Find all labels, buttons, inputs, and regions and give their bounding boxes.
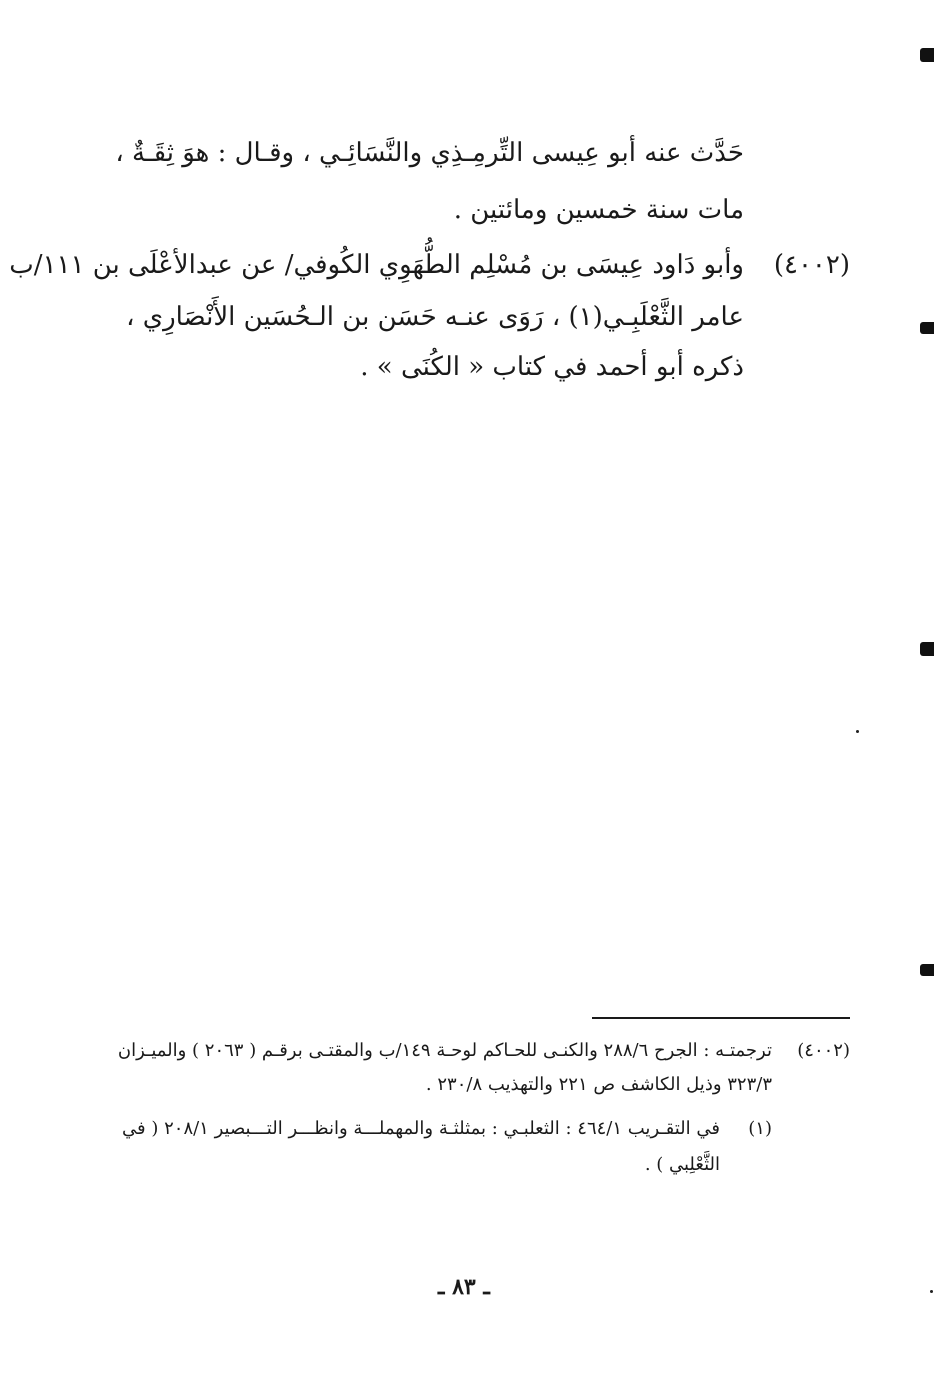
stray-dot bbox=[856, 730, 859, 733]
body-line: مات سنة خمسين ومائتين . bbox=[453, 195, 744, 225]
footnote-line: ترجمتـه : الجرح ٢٨٨/٦ والكنـى للحـاكم لوحـة ١٤٩/ب والمقتـى برقـم ( ٢٠٦٣ ) والميـزان bbox=[117, 1040, 772, 1061]
footnote-number: (١) bbox=[748, 1118, 772, 1139]
footnote-number: (٤٠٠٢) bbox=[797, 1040, 850, 1061]
footnote-line: في التقـريب ٤٦٤/١ : الثعلبـي : بمثلثـة والمهملـــة وانظـــر التـــبصير ٢٠٨/١ ( في bbox=[122, 1118, 720, 1139]
body-line: حَدَّث عنه أبو عِيسى التِّرمِـذِي والنَّسَائِـي ، وقـال : هوَ ثِقَـةٌ ، bbox=[115, 138, 744, 168]
footnote-line: ٣٢٣/٣ وذيل الكاشف ص ٢٢١ والتهذيب ٢٣٠/٨ . bbox=[425, 1074, 772, 1095]
body-line: وأبو دَاود عِيسَى بن مُسْلِم الطُّهَوِي الكُوفي/ عن عبدالأعْلَى بن ١١١/ب bbox=[9, 250, 744, 280]
scan-edge-mark bbox=[920, 48, 934, 62]
page-number: ـ ٨٣ ـ bbox=[438, 1274, 490, 1300]
stray-dot bbox=[930, 1290, 933, 1293]
footnote-line: الثَّعْلِبي ) . bbox=[644, 1154, 720, 1175]
body-line: ذكره أبو أحمد في كتاب « الكُنَى » . bbox=[360, 352, 744, 382]
footnote-separator bbox=[592, 1017, 850, 1019]
scan-edge-mark bbox=[920, 322, 934, 334]
scan-edge-mark bbox=[920, 642, 934, 656]
body-line: عامر الثَّعْلَبِـي(١) ، رَوَى عنـه حَسَن بن الـحُسَين الأَنْصَارِي ، bbox=[126, 302, 744, 332]
scan-edge-mark bbox=[920, 964, 934, 976]
entry-number: (٤٠٠٢) bbox=[773, 250, 850, 280]
